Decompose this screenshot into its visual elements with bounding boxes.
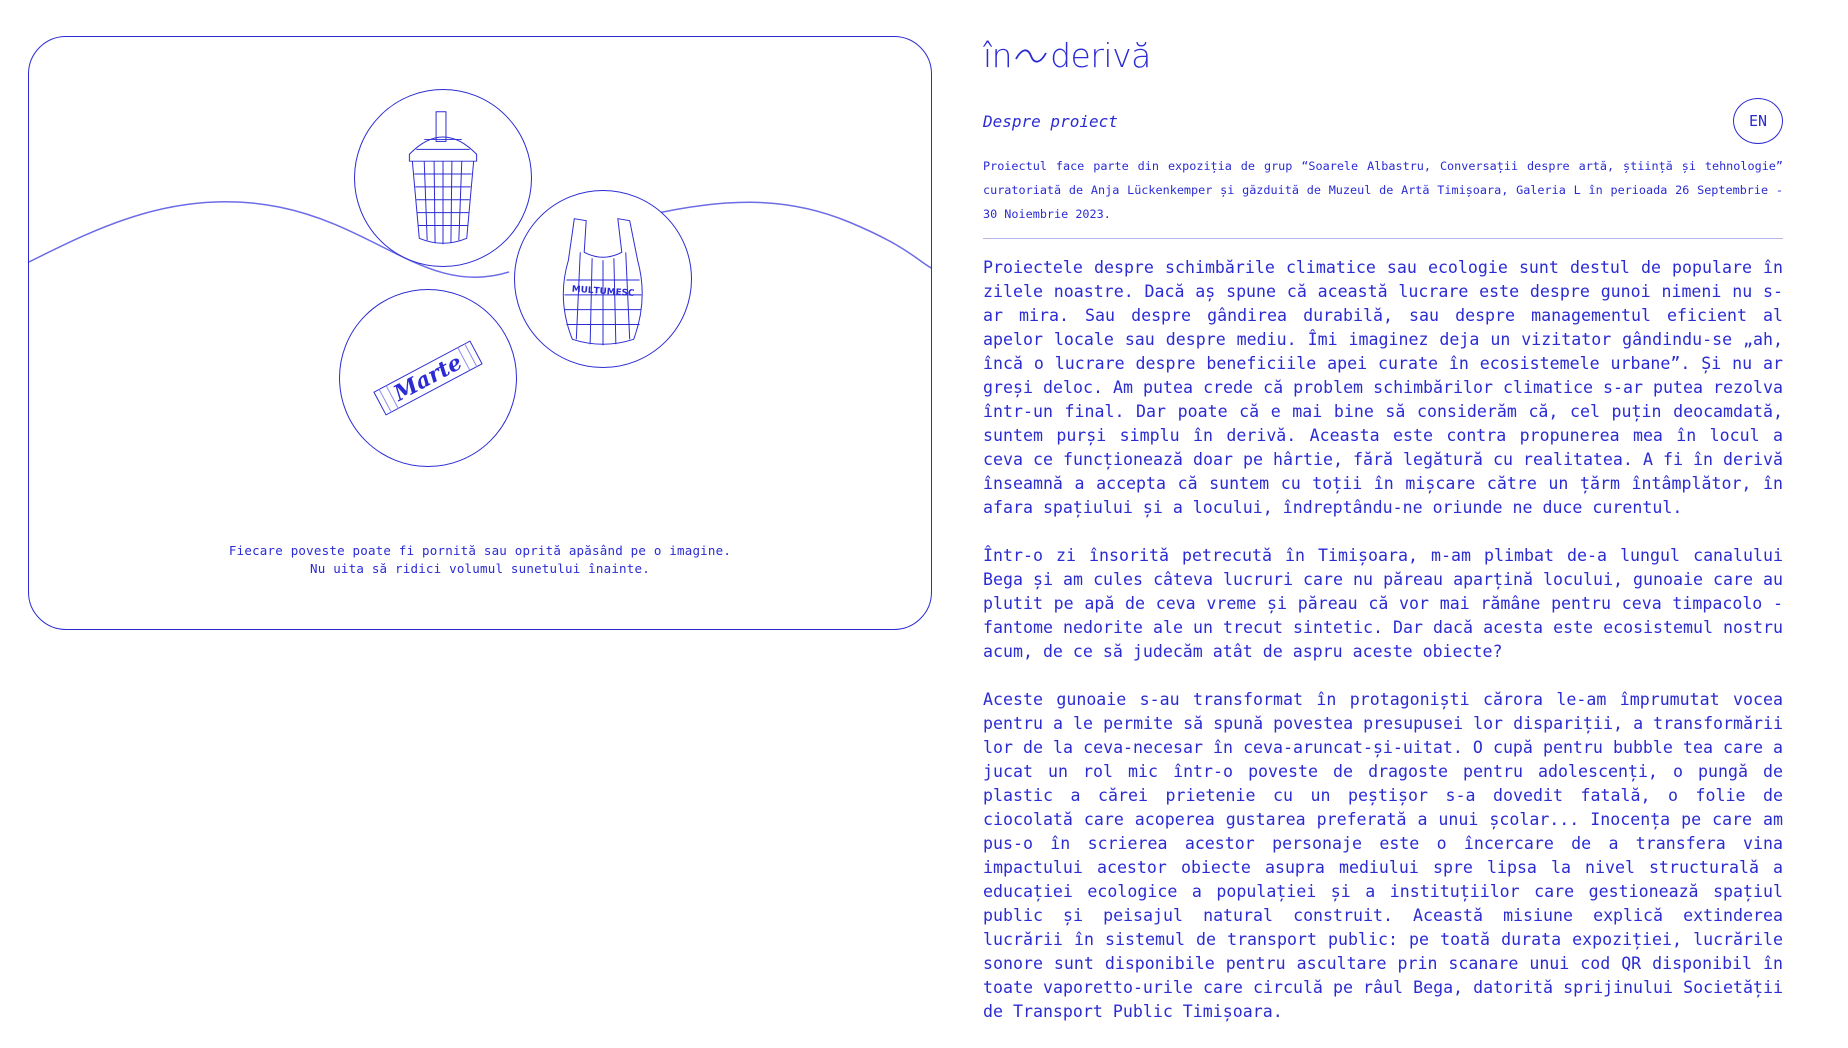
svg-text:Marte: Marte <box>389 350 467 407</box>
chocolate-wrapper-story[interactable] <box>339 289 517 467</box>
site-logo[interactable] <box>983 36 1783 76</box>
plastic-bag-story[interactable] <box>514 190 692 368</box>
project-intro: Proiectul face parte din expoziția de grup “Soarele Albastru, Conversații despre artă, știință și tehnologie” curatoriată de Anja Lückenkemper și găzduită de Muzeul de Artă Timișoara, Galeria L în perioada 26 Septembrie - 30 Noiembrie 2023. <box>983 154 1783 239</box>
logo-text-left: în <box>983 36 1013 75</box>
paragraph-3: Aceste gunoaie s-au transformat în protagoniști cărora le-am împrumutat vocea pentru a le permite să spună povestea presupusei lor dispariții, a transformării lor de la ceva-necesar în ceva-aruncat-și-uitat. O cupă pentru bubble tea care a jucat un rol mic într-o poveste de dragoste pentru adolescenți, o pungă de plastic a cărei prietenie cu un peștișor s-a dovedit fatală, o folie de ciocolată care acoperea gustarea preferată a unui școlar... Inocența pe care am pus-o în scrierea acestor personaje este o încercare de a transfera vina impactului acestor obiecte asupra mediului spre lipsa la nivel structurală a educației ecologice a populației și a instituțiilor care gestionează spațiul public și peisajul natural construit. Această misiune explică extinderea lucrării în sistemul de transport public: pe toată durata expoziției, lucrările sonore sunt disponibile pentru ascultare prin scanare unui cod QR disponibil în toate vaporetto-urile care circulă pe râul Bega, datorită sprijinului Societății de Transport Public Timișoara. <box>983 690 1783 1021</box>
subheader <box>983 98 1783 144</box>
bubble-tea-cup-story[interactable] <box>354 89 532 267</box>
bubble-tea-cup-icon <box>355 90 531 266</box>
paragraph-1: Proiectele despre schimbările climatice sau ecologie sunt destul de populare în zilele noastre. Dacă aș spune că această lucrare este despre gunoi nimeni nu s-ar mira. Sau despre gândirea durabilă, sau despre managementul eficient al apelor locale sau despre mediu. Îmi imaginez deja un vizitator gândindu-se „ah, încă o lucrare despre beneficiile apei curate în ecosistemele urbane”. Și nu ar greși deloc. Am putea crede că problem schimbărilor climatice s-ar putea rezolva într-un final. Dar poate că e mai bine să considerăm că, cel puțin deocamdată, suntem purși simplu în derivă. Aceasta este contra propunerea mea în locul a ceva ce funcționează doar pe hârtie, fără legătură cu realitatea. A fi în derivă înseamnă a accepta că suntem cu toții în mișcare către un țărm întâmplător, în afara spațiului și a locului, îndreptându-ne oriunde ne duce curentul. <box>983 258 1783 517</box>
hint-line-1: Fiecare poveste poate fi pornită sau oprită apăsând pe o imagine. <box>228 543 732 558</box>
hint-line-2: Nu uita să ridici volumul sunetului înainte. <box>310 561 650 576</box>
wave-tilde-icon <box>1014 46 1048 66</box>
logo-text-right: derivă <box>1050 36 1151 75</box>
about-panel <box>983 36 1783 1048</box>
language-toggle-button[interactable]: EN <box>1733 98 1783 144</box>
chocolate-wrapper-icon <box>340 290 516 466</box>
story-gallery <box>28 36 932 630</box>
svg-text:MULȚUMESC: MULȚUMESC <box>571 284 635 300</box>
page-subtitle: Despre proiect <box>983 111 1118 131</box>
project-description <box>983 256 1783 1024</box>
playback-hint <box>29 542 931 578</box>
paragraph-2: Într-o zi însorită petrecută în Timișoara, m-am plimbat de-a lungul canalului Bega și am cules câteva lucruri care nu păreau aparțină locului, gunoaie care au plutit pe apă de ceva vreme și păreau că vor mai rămâne pentru ceva timpacolo - fantome nedorite ale un trecut sintetic. Dar dacă acesta este ecosistemul nostru acum, de ce să judecăm atât de aspru aceste obiecte? <box>983 546 1783 661</box>
plastic-bag-icon <box>515 191 691 367</box>
